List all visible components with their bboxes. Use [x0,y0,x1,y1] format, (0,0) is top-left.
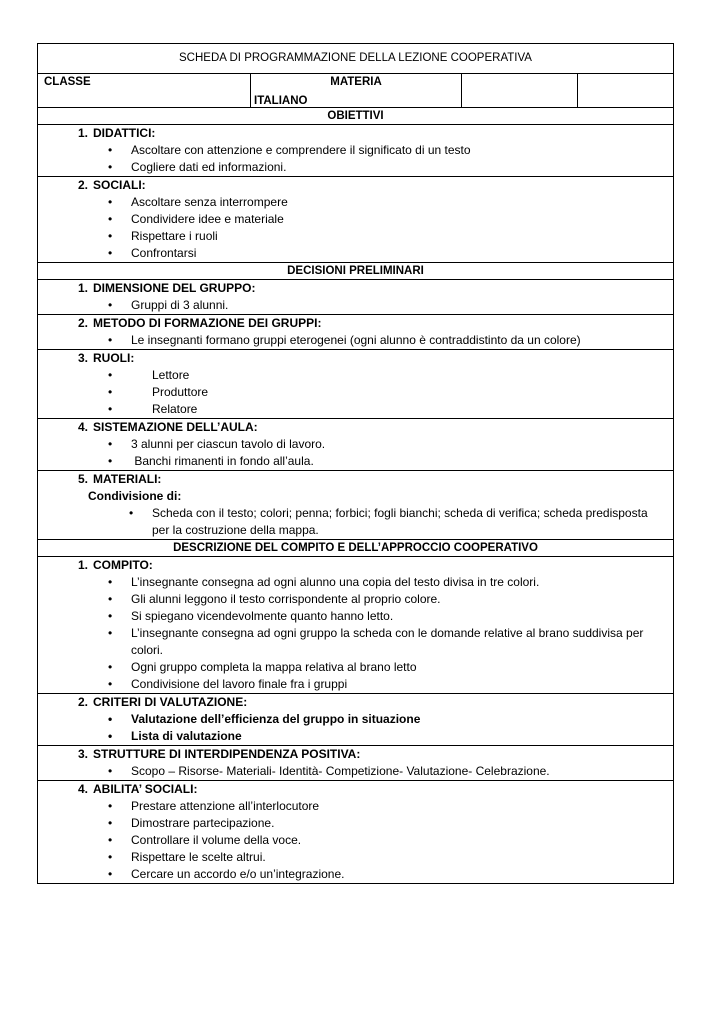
section-title [38,350,673,367]
section-label: SISTEMAZIONE DELL’AULA: [93,420,258,434]
section-label: DIDATTICI: [93,126,156,140]
section-abilita [38,780,673,883]
section-label: CRITERI DI VALUTAZIONE: [93,695,248,709]
list-item: • Scopo – Risorse- Materiali- Identità- Competizione- Valutazione- Celebrazione. [38,763,673,780]
list-item: • Confrontarsi [38,245,673,262]
section-label: ABILITA’ SOCIALI: [93,782,198,796]
section-criteri [38,693,673,745]
list-item: • L’insegnante consegna ad ogni gruppo la scheda con le domande relative al brano suddivisa per colori. [38,625,673,659]
section-number: 4. [77,782,88,796]
decisioni-heading: DECISIONI PRELIMINARI [38,262,673,279]
list-item: • Prestare attenzione all’interlocutore [38,798,673,815]
section-number: 2. [77,178,88,192]
bullet-list [38,367,673,418]
section-materiali [38,470,673,539]
section-ruoli [38,349,673,418]
section-label: METODO DI FORMAZIONE DEI GRUPPI: [93,316,322,330]
section-metodo [38,314,673,349]
section-sistemazione [38,418,673,470]
lesson-plan-table [37,43,674,884]
bullet-list [38,436,673,470]
descrizione-heading: DESCRIZIONE DEL COMPITO E DELL’APPROCCIO COOPERATIVO [38,539,673,556]
section-label: SOCIALI: [93,178,146,192]
list-item: • Gli alunni leggono il testo corrispondente al proprio colore. [38,591,673,608]
section-title [38,315,673,332]
empty-cell-2 [578,74,673,107]
bullet-list [38,142,673,176]
list-item: • Ascoltare senza interrompere [38,194,673,211]
list-item: • Condividere idee e materiale [38,211,673,228]
list-item: • Condivisione del lavoro finale fra i gruppi [38,676,673,693]
section-number: 4. [77,420,88,434]
list-item: • Valutazione dell’efficienza del gruppo in situazione [38,711,673,728]
obiettivi-heading: OBIETTIVI [38,107,673,124]
list-item: • 3 alunni per ciascun tavolo di lavoro. [38,436,673,453]
bullet-list [38,194,673,262]
section-title [38,419,673,436]
section-number: 5. [77,472,88,486]
list-item: • Le insegnanti formano gruppi eterogenei (ogni alunno è contraddistinto da un colore) [38,332,673,349]
section-title [38,125,673,142]
section-number: 2. [77,695,88,709]
section-title [38,471,673,488]
section-title [38,280,673,297]
bullet-list [38,763,673,780]
materia-label: MATERIA [330,76,382,88]
list-item: • Relatore [38,401,673,418]
classe-label: CLASSE [44,76,91,88]
list-item: • Controllare il volume della voce. [38,832,673,849]
section-compito [38,556,673,693]
section-label: COMPITO: [93,558,153,572]
bullet-list [38,574,673,693]
section-number: 1. [77,558,88,572]
section-number: 3. [77,747,88,761]
list-item: • Rispettare le scelte altrui. [38,849,673,866]
bullet-list [38,297,673,314]
list-item: • L’insegnante consegna ad ogni alunno una copia del testo divisa in tre colori. [38,574,673,591]
bullet-list [38,798,673,883]
list-item: • Ascoltare con attenzione e comprendere il significato di un testo [38,142,673,159]
subsection-label: Condivisione di: [88,489,182,503]
list-item: • Gruppi di 3 alunni. [38,297,673,314]
list-item: • Produttore [38,384,673,401]
section-label: RUOLI: [93,351,135,365]
section-didattici [38,124,673,176]
list-item: • Lettore [38,367,673,384]
materia-value: ITALIANO [254,95,308,107]
list-item: • Cercare un accordo e/o un’integrazione. [38,866,673,883]
section-sociali [38,176,673,262]
section-number: 1. [77,126,88,140]
section-strutture [38,745,673,780]
list-item: • Rispettare i ruoli [38,228,673,245]
list-item: • Scheda con il testo; colori; penna; forbici; fogli bianchi; scheda di verifica; scheda predisposta per la costruzione della mappa. [38,505,673,539]
bullet-list [38,505,673,539]
section-number: 2. [77,316,88,330]
list-item: • Lista di valutazione [38,728,673,745]
empty-cell-1 [462,74,578,107]
section-label: STRUTTURE DI INTERDIPENDENZA POSITIVA: [93,747,361,761]
section-title [38,781,673,798]
section-title [38,694,673,711]
section-title [38,557,673,574]
section-title [38,746,673,763]
list-item: • Ogni gruppo completa la mappa relativa al brano letto [38,659,673,676]
section-label: DIMENSIONE DEL GRUPPO: [93,281,256,295]
list-item: • Si spiegano vicendevolmente quanto hanno letto. [38,608,673,625]
section-number: 3. [77,351,88,365]
class-subject-row [38,73,673,107]
section-title [38,177,673,194]
list-item: • Dimostrare partecipazione. [38,815,673,832]
bullet-list [38,332,673,349]
list-item: • Cogliere dati ed informazioni. [38,159,673,176]
list-item: • Banchi rimanenti in fondo all’aula. [38,453,673,470]
section-label: MATERIALI: [93,472,162,486]
section-dimensione [38,279,673,314]
document-title: SCHEDA DI PROGRAMMAZIONE DELLA LEZIONE COOPERATIVA [179,52,532,64]
section-number: 1. [77,281,88,295]
bullet-list [38,711,673,745]
materia-cell [250,74,462,107]
